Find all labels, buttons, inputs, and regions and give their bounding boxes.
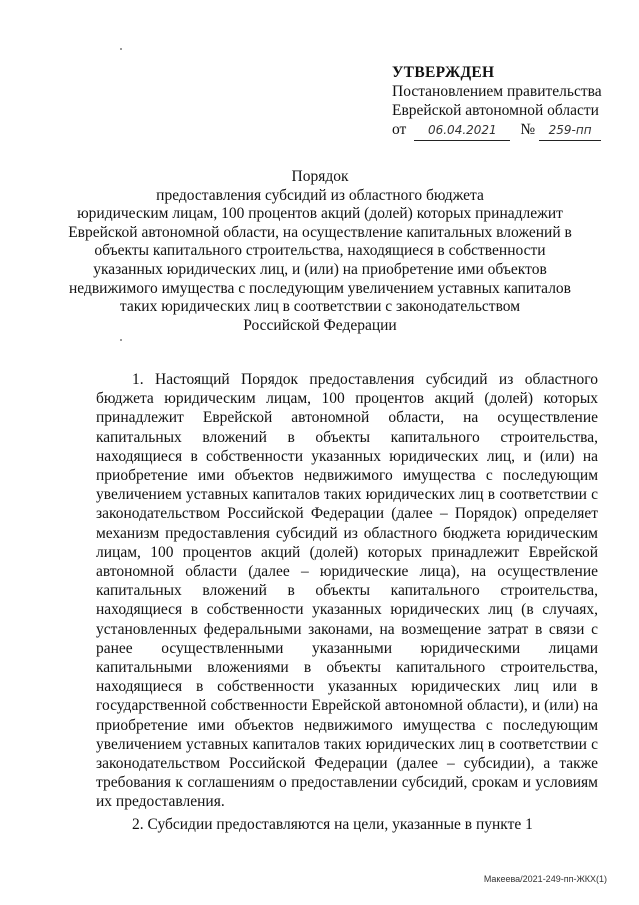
approval-line-1: Постановлением правительства (392, 83, 602, 100)
title-line: Порядок (291, 168, 349, 185)
scan-speck (120, 339, 122, 341)
number-field: 259-пп (539, 121, 601, 141)
footer-code: Макеева/2021-249-пп-ЖКХ(1) (483, 874, 607, 884)
scan-speck (120, 48, 122, 50)
number-label: № (520, 121, 536, 138)
approval-date-number (392, 120, 622, 141)
document-title (60, 168, 580, 335)
approved-heading: УТВЕРЖДЕН (392, 64, 495, 81)
approval-line-2: Еврейской автономной области (392, 102, 599, 119)
paragraph-2: 2. Субсидии предоставляются на цели, указанные в пункте 1 (132, 815, 533, 833)
title-line: указанных юридических лиц, и (или) на приобретение ими объектов (93, 260, 547, 278)
title-line: таких юридических лиц в соответствии с законодательством (119, 298, 521, 316)
title-line: Еврейской автономной области, на осуществление капитальных вложений в (68, 223, 572, 241)
title-line: недвижимого имущества с последующим увеличением уставных капиталов (69, 279, 571, 297)
from-label: от (392, 121, 407, 138)
title-line: юридическим лицам, 100 процентов акций (долей) которых принадлежит (77, 205, 563, 223)
document-body (96, 370, 598, 837)
title-line: объекты капитального строительства, находящиеся в собственности (94, 242, 546, 260)
title-line: Российской Федерации (243, 316, 397, 334)
title-line: предоставления субсидий из областного бюджета (156, 186, 484, 204)
approval-stamp (392, 63, 622, 141)
paragraph-1: 1. Настоящий Порядок предоставления субсидий из областного бюджета юридическим лицам, 100 процентов акций (долей) которых принадлежит Еврейской автономной области, на осуществление капитальных вложений в объекты капитального строительства, находящиеся в собственности указанных юридических лиц, и (или) на приобретение ими объектов недвижимого имущества с последующим увеличением уставных капиталов таких юридических лиц в соответствии с законодательством Российской Федерации (далее – Порядок) определяет механизм предоставления субсидий из областного бюджета юридическим лицам, 100 процентов акций (долей) которых принадлежит Еврейской автономной области (далее – юридические лица), на осуществление капитальных вложений в объекты капитального строительства, находящиеся в собственности указанных юридических лиц (в случаях, установленных федеральными законами, на возмещение затрат в связи с ранее осуществленными указанными юридическими лицами капитальными вложениями в объекты капитального строительства, находящиеся в собственности указанных юридических лиц или в государственной собственности Еврейской автономной области), и (или) на приобретение ими объектов недвижимого имущества с последующим увеличением уставных капиталов таких юридических лиц в соответствии с законодательством Российской Федерации (далее – субсидии), а также требования к соглашениям о предоставлении субсидий, срокам и условиям их предоставления. (96, 371, 598, 811)
date-field: 06.04.2021 (414, 121, 510, 141)
